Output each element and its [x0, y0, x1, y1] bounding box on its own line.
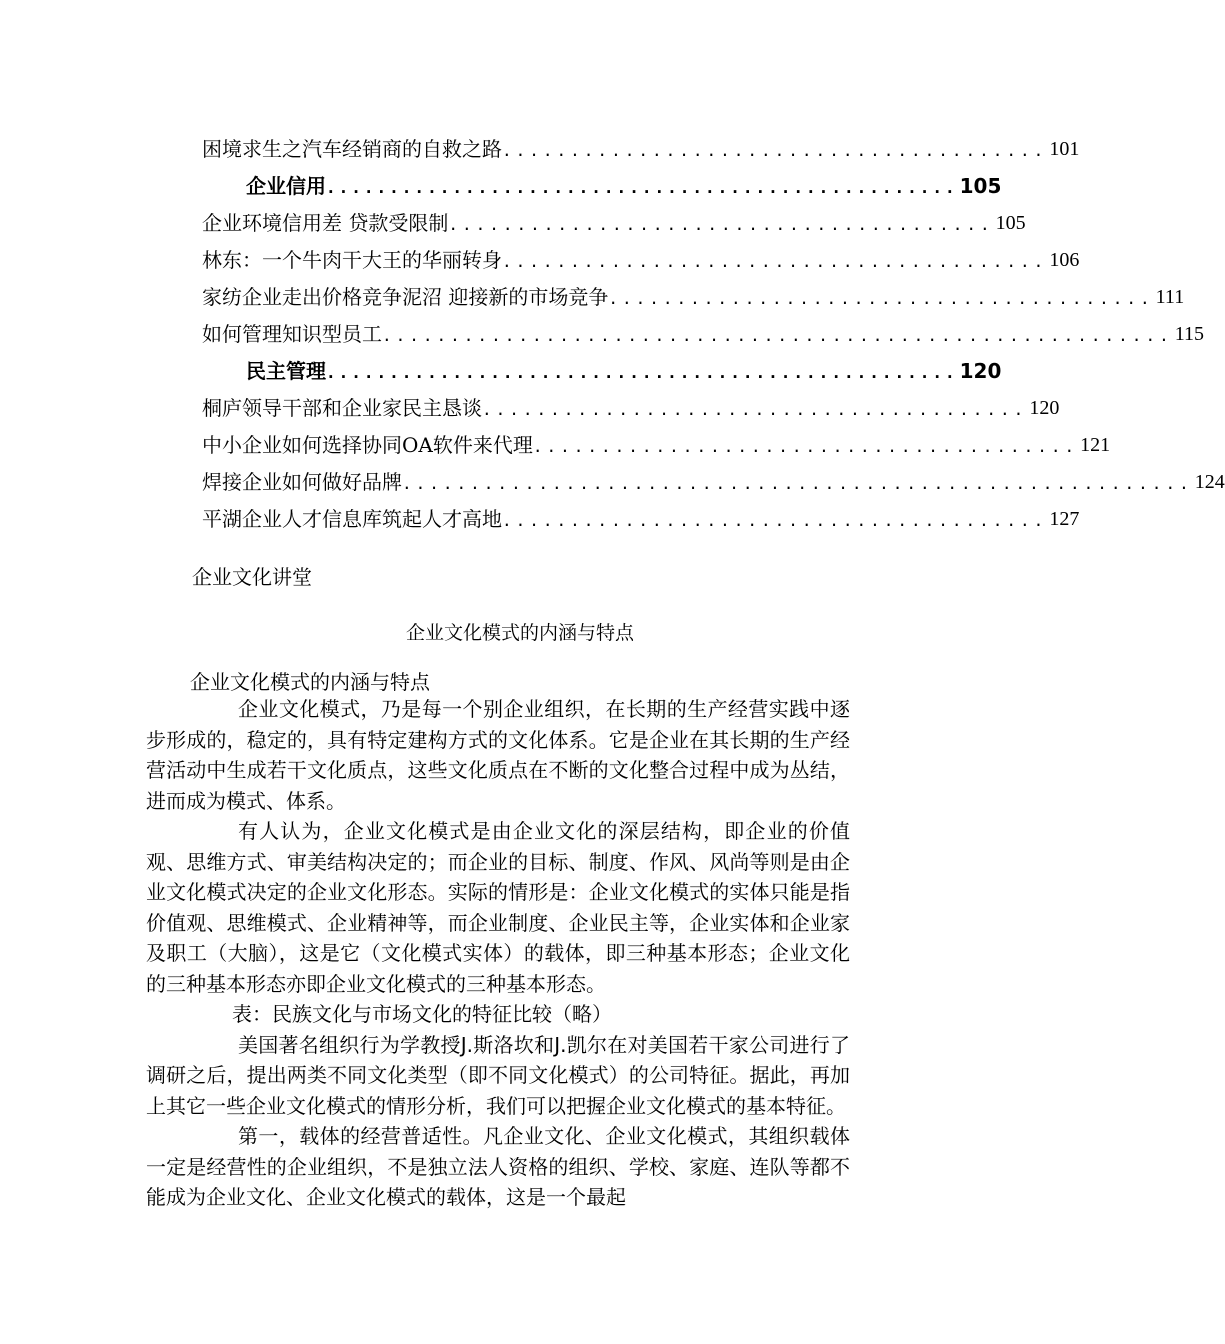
article-title: 企业文化模式的内涵与特点 [405, 622, 634, 644]
toc-entry-title: 企业环境信用差 贷款受限制 [202, 211, 449, 235]
toc-page-number: 120 [959, 359, 1002, 383]
toc-section-heading[interactable] [246, 354, 1002, 388]
toc-page-number: 105 [959, 174, 1002, 198]
toc-entry-title: 林东：一个牛肉干大王的华丽转身 [202, 248, 502, 272]
toc-leader-dots: .......................................................... [402, 474, 1193, 493]
toc-entry[interactable] [202, 243, 1080, 277]
toc-entry[interactable] [202, 132, 1080, 166]
body-paragraph: 企业文化模式，乃是每一个别企业组织，在长期的生产经营实践中逐步形成的，稳定的，具有特定建构方式的文化体系。它是企业在其长期的生产经营活动中生成若干文化质点，这些文化质点在不断的文化整合过程中成为丛结，进而成为模式、体系。 [146, 697, 850, 813]
toc-page-number: 120 [1029, 397, 1060, 419]
toc-leader-dots: ........................................ [448, 215, 994, 234]
toc-entry-title: 焊接企业如何做好品牌 [202, 470, 402, 494]
toc-entry[interactable] [202, 317, 1204, 351]
toc-leader-dots: ........................................ [532, 437, 1079, 456]
toc-leader-dots: ........................................ [502, 511, 1048, 530]
article-subheading: 企业文化模式的内涵与特点 [190, 670, 430, 694]
toc-page-number: 106 [1049, 249, 1080, 271]
toc-page-number: 105 [995, 212, 1026, 234]
toc-section-title: 企业信用 [246, 174, 326, 198]
toc-entry[interactable] [202, 206, 1026, 240]
toc-entry-title: 平湖企业人才信息库筑起人才高地 [202, 507, 502, 531]
toc-section-heading[interactable] [246, 169, 1002, 203]
toc-entry-title: 桐庐领导干部和企业家民主恳谈 [202, 396, 482, 420]
toc-leader-dots: ........................................ [608, 289, 1154, 308]
toc-page-number: 124 [1194, 471, 1225, 493]
body-paragraph: 第一，载体的经营普适性。凡企业文化、企业文化模式，其组织载体一定是经营性的企业组织，不是独立法人资格的组织、学校、家庭、连队等都不能成为企业文化、企业文化模式的载体，这是一个最起 [146, 1124, 850, 1209]
body-paragraph: 美国著名组织行为学教授J.斯洛坎和J.凯尔在对美国若干家公司进行了调研之后，提出两类不同文化类型（即不同文化模式）的公司特征。据此，再加上其它一些企业文化模式的情形分析，我们可以把握企业文化模式的基本特征。 [146, 1032, 850, 1118]
toc-page-number: 101 [1049, 138, 1080, 160]
toc-page-number: 115 [1174, 323, 1204, 345]
column-label: 企业文化讲堂 [192, 565, 312, 589]
table-note: 表：民族文化与市场文化的特征比较（略） [232, 1002, 612, 1026]
toc-entry[interactable] [202, 280, 1185, 314]
toc-page-number: 121 [1080, 434, 1111, 456]
article-body [146, 694, 850, 1213]
body-paragraph: 有人认为，企业文化模式是由企业文化的深层结构，即企业的价值观、思维方式、审美结构决定的；而企业的目标、制度、作风、风尚等则是由企业文化模式决定的企业文化形态。实际的情形是：企业文化模式的实体只能是指价值观、思维模式、企业精神等，而企业制度、企业民主等，企业实体和企业家及职工（大脑），这是它（文化模式实体）的载体，即三种基本形态；企业文化的三种基本形态亦即企业文化模式的三种基本形态。 [146, 819, 850, 996]
toc-entry[interactable] [202, 428, 1111, 462]
toc-page-number: 127 [1049, 508, 1080, 530]
toc-leader-dots: .................................................. [326, 363, 958, 382]
toc-entry[interactable] [202, 502, 1080, 536]
toc-entry-title: 中小企业如何选择协同OA软件来代理 [202, 433, 533, 457]
toc-entry[interactable] [202, 465, 1225, 499]
toc-entry-title: 家纺企业走出价格竞争泥沼 迎接新的市场竞争 [202, 285, 609, 309]
toc-entry-title: 困境求生之汽车经销商的自救之路 [202, 137, 502, 161]
toc-leader-dots: ........................................ [502, 141, 1048, 160]
toc-leader-dots: .................................................. [326, 178, 958, 197]
toc-leader-dots: ........................................ [482, 400, 1028, 419]
toc-page-number: 111 [1155, 286, 1185, 308]
toc-entry-title: 如何管理知识型员工 [202, 322, 382, 346]
toc-leader-dots: ........................................ [502, 252, 1048, 271]
toc-leader-dots: .......................................................... [382, 326, 1173, 345]
toc-entry[interactable] [202, 391, 1060, 425]
toc-section-title: 民主管理 [246, 359, 326, 383]
